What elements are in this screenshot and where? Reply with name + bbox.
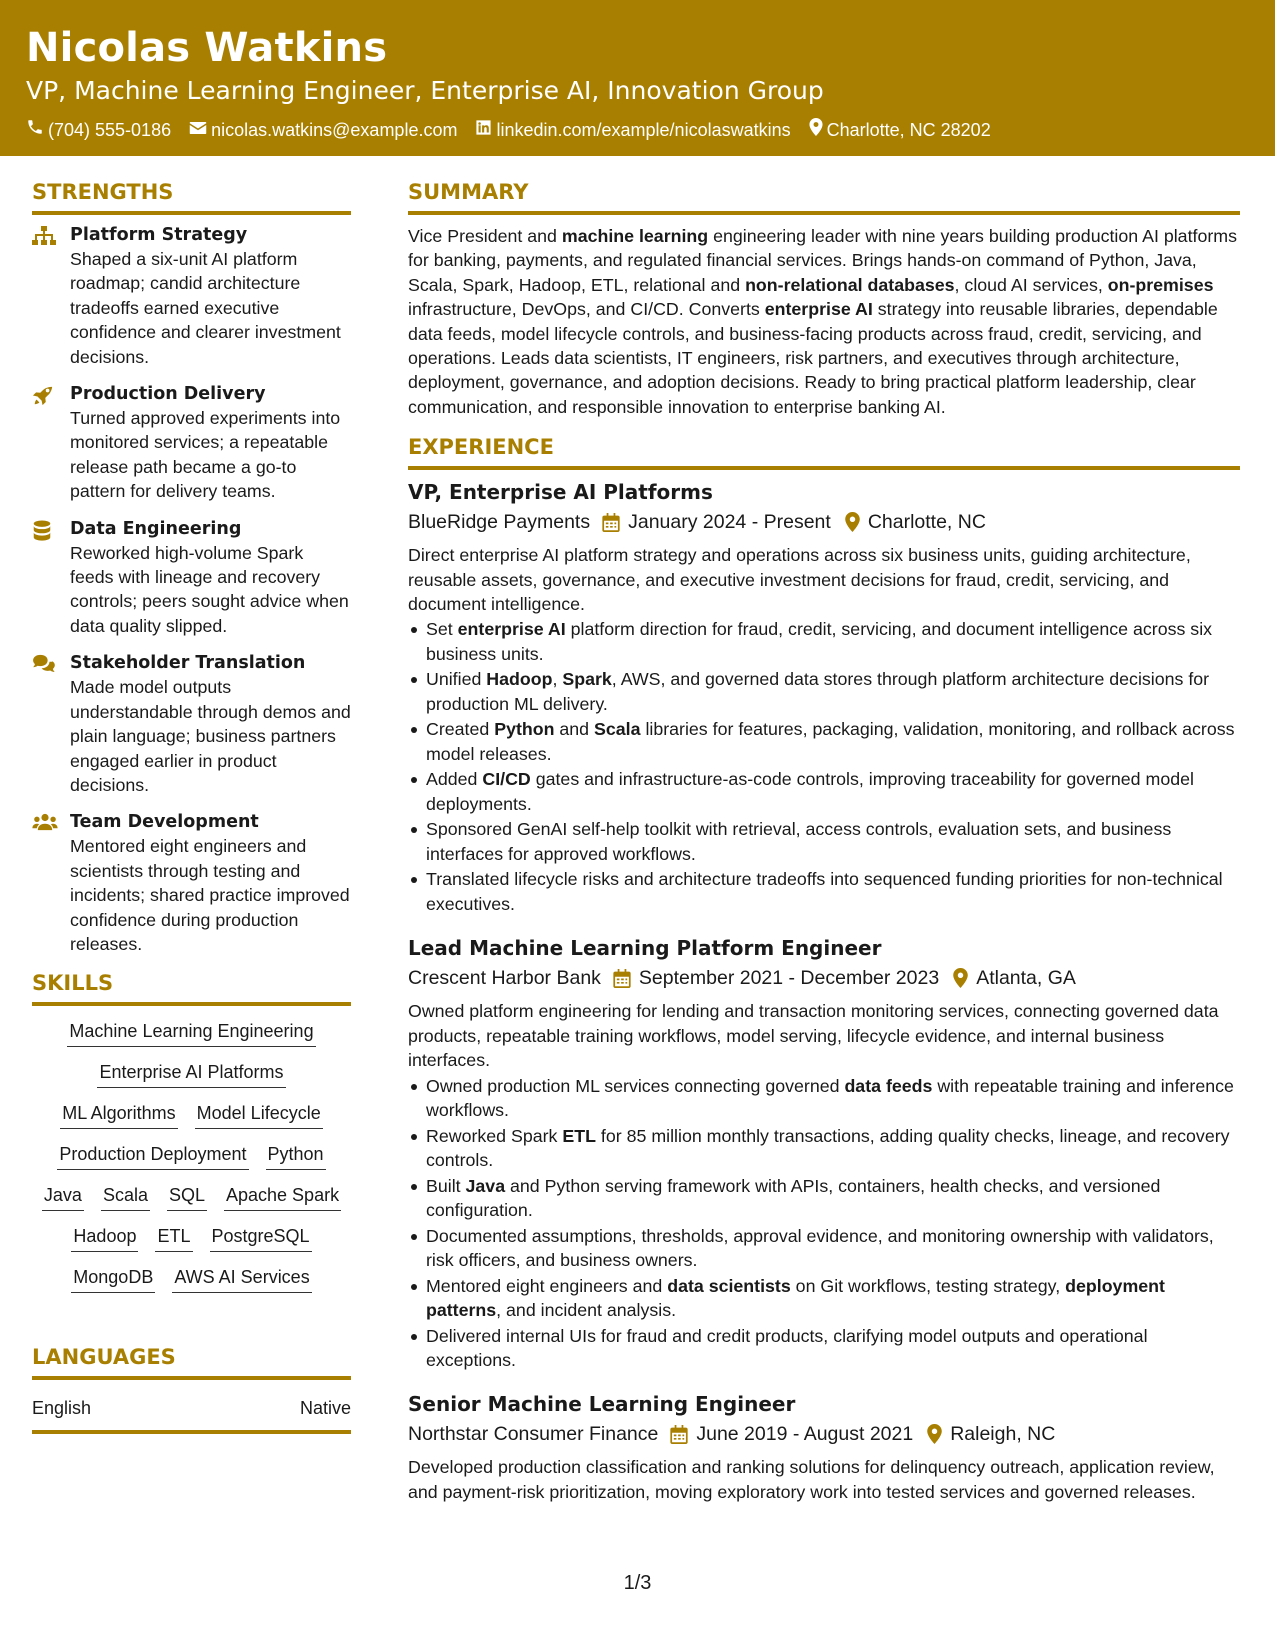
job-meta [408, 1420, 1240, 1448]
skill-tag: Apache Spark [224, 1182, 341, 1211]
calendar-icon [602, 513, 628, 532]
email-link[interactable]: nicolas.watkins@example.com [211, 120, 458, 140]
job-entry [408, 1390, 1240, 1504]
bullet-text: Reworked Spark [426, 1125, 563, 1146]
strength-item [32, 651, 351, 797]
bullet-text: , AWS, and governed data stores through platform architecture decisions for production ML delivery. [426, 669, 1210, 714]
strengths-heading: STRENGTHS [32, 178, 351, 215]
calendar-icon [613, 969, 639, 988]
bullet-item [408, 1324, 1240, 1373]
skill-tag: ETL [155, 1223, 192, 1252]
contact-linkedin [475, 118, 790, 142]
job-location: Atlanta, GA [976, 967, 1076, 990]
candidate-name: Nicolas Watkins [26, 25, 388, 71]
bullet-emphasis: Spark [562, 669, 612, 690]
contact-bar [26, 118, 1249, 142]
strength-text: Made model outputs understandable through demos and plain language; business partners engaged earlier in product decisions. [70, 677, 351, 795]
skill-tag: Model Lifecycle [195, 1100, 323, 1129]
strength-title: Production Delivery [70, 384, 266, 405]
skill-tag: Scala [101, 1182, 150, 1211]
map-pin-icon [809, 118, 827, 142]
skill-tag: Hadoop [71, 1223, 138, 1252]
language-name: English [32, 1398, 92, 1419]
phone-icon [26, 118, 48, 142]
bullet-emphasis: deployment patterns [426, 1275, 1165, 1320]
bullet-text: with repeatable training and inference workflows. [426, 1075, 1234, 1120]
bullet-item [408, 717, 1240, 766]
job-company: BlueRidge Payments [408, 511, 591, 534]
job-description: Developed production classification and ranking solutions for delinquency outreach, application review, and payment-risk prioritization, moving exploratory work into tested services and governed releases. [408, 1457, 1215, 1502]
skill-tag: PostgreSQL [210, 1223, 312, 1252]
summary-text: engineering leader with nine years building production AI platforms for banking, payments, and regulated financial services. Brings hands-on command of Python, Java, Scala, Spark, Hadoop, ETL, relational and [408, 226, 1237, 295]
bullet-text: for 85 million monthly transactions, adding quality checks, lineage, and recovery controls. [426, 1125, 1230, 1170]
job-dates: June 2019 - August 2021 [696, 1423, 914, 1446]
bullet-text: Documented assumptions, thresholds, approval evidence, and monitoring ownership with validators, risk officers, and business owners. [426, 1225, 1214, 1270]
job-entry [408, 478, 1240, 916]
job-bullets [408, 617, 1240, 916]
languages-heading: LANGUAGES [32, 1343, 351, 1380]
right-column [408, 178, 1240, 1504]
database-icon [32, 517, 70, 639]
bullet-emphasis: Hadoop [486, 669, 553, 690]
job-title: Lead Machine Learning Platform Engineer [408, 936, 882, 961]
bullet-item [408, 1074, 1240, 1123]
bullet-item [408, 767, 1240, 816]
page-number: 1/3 [623, 1572, 652, 1594]
skill-tag: AWS AI Services [172, 1264, 311, 1293]
job-description: Direct enterprise AI platform strategy and operations across six business units, guiding architecture, reusable assets, governance, and executive investment decisions for fraud, credit, servicing, and document intelligence. [408, 545, 1191, 615]
skill-tag: Enterprise AI Platforms [97, 1059, 285, 1088]
job-description: Owned platform engineering for lending and transaction monitoring services, connecting governed data products, repeatable training workflows, model serving, lifecycle evidence, and internal business interfaces. [408, 1001, 1219, 1071]
bullet-item [408, 817, 1240, 866]
bullet-item [408, 1124, 1240, 1173]
bullet-text: gates and infrastructure-as-code controls, improving traceability for governed model deployments. [426, 769, 1194, 814]
contact-location [809, 118, 991, 142]
bullet-text: Set [426, 619, 458, 640]
left-column [32, 178, 351, 1434]
job-company: Crescent Harbor Bank [408, 967, 601, 990]
bullet-item [408, 667, 1240, 716]
resume-header [0, 0, 1275, 156]
bullet-text: Mentored eight engineers and [426, 1275, 668, 1296]
sitemap-icon [32, 223, 70, 369]
experience-heading: EXPERIENCE [408, 433, 1240, 470]
experience-list [408, 478, 1240, 1504]
job-company: Northstar Consumer Finance [408, 1423, 659, 1446]
skills-heading: SKILLS [32, 969, 351, 1006]
bullet-text: on Git workflows, testing strategy, [790, 1275, 1066, 1296]
strength-title: Team Development [70, 812, 259, 833]
strength-item [32, 223, 351, 369]
summary-text: infrastructure, DevOps, and CI/CD. Converts [408, 299, 765, 320]
phone-text[interactable]: (704) 555-0186 [48, 120, 172, 140]
bullet-item [408, 617, 1240, 666]
strength-title: Stakeholder Translation [70, 653, 306, 674]
skill-tag: Machine Learning Engineering [67, 1018, 315, 1047]
bullet-emphasis: data feeds [844, 1075, 933, 1096]
bullet-emphasis: Python [494, 719, 555, 740]
summary-text: , cloud AI services, [954, 274, 1108, 295]
bullet-text: Owned production ML services connecting governed [426, 1075, 845, 1096]
bullet-text: Built [426, 1175, 466, 1196]
job-meta [408, 508, 1240, 536]
strength-item [32, 517, 351, 639]
bullet-text: and Python serving framework with APIs, containers, health checks, and versioned configuration. [426, 1175, 1161, 1220]
summary-emphasis: on-premises [1107, 274, 1214, 295]
strength-item [32, 810, 351, 956]
job-bullets [408, 1074, 1240, 1373]
users-icon [32, 810, 70, 956]
job-title: VP, Enterprise AI Platforms [408, 480, 713, 505]
chat-bubbles-icon [32, 651, 70, 797]
bullet-item [408, 1274, 1240, 1323]
candidate-title: VP, Machine Learning Engineer, Enterprise AI, Innovation Group [26, 76, 824, 105]
skill-tag: ML Algorithms [60, 1100, 177, 1129]
skill-tag: SQL [167, 1182, 207, 1211]
map-pin-icon [927, 1424, 950, 1444]
bullet-item [408, 867, 1240, 916]
bullet-emphasis: enterprise AI [457, 619, 566, 640]
summary-emphasis: machine learning [561, 226, 709, 246]
strength-item [32, 382, 351, 504]
skill-tag: MongoDB [71, 1264, 155, 1293]
bullet-text: Sponsored GenAI self-help toolkit with retrieval, access controls, evaluation sets, and business interfaces for approved workflows. [426, 819, 1172, 864]
strength-text: Shaped a six-unit AI platform roadmap; candid architecture tradeoffs earned executive confidence and clearer investment decisions. [70, 249, 341, 367]
map-pin-icon [953, 968, 976, 988]
job-location: Charlotte, NC [867, 511, 986, 534]
language-row [32, 1396, 351, 1434]
bullet-emphasis: CI/CD [482, 769, 531, 790]
strength-title: Platform Strategy [70, 225, 248, 245]
job-meta [408, 964, 1240, 992]
contact-email [189, 118, 457, 142]
location-text: Charlotte, NC 28202 [826, 120, 991, 140]
strength-text: Turned approved experiments into monitored services; a repeatable release path became a go-to pattern for delivery teams. [70, 408, 341, 502]
bullet-text: platform direction for fraud, credit, servicing, and document intelligence across six business units. [426, 619, 1213, 664]
strength-title: Data Engineering [70, 518, 242, 539]
skill-tag: Production Deployment [57, 1141, 248, 1170]
contact-phone [26, 118, 171, 142]
language-level: Native [299, 1398, 351, 1419]
skill-tag: Python [266, 1141, 326, 1170]
bullet-emphasis: ETL [562, 1125, 596, 1146]
job-title: Senior Machine Learning Engineer [408, 1392, 796, 1417]
summary-text: strategy into reusable libraries, dependable data feeds, model lifecycle controls, and business-facing products across fraud, credit, servicing, and operations. Leads data scientists, IT engineers, risk partners, and executives through architecture, deployment, governance, and adoption decisions. Ready to bring practical platform leadership, clear communication, and responsible innovation to enterprise banking AI. [408, 299, 1218, 417]
bullet-emphasis: Scala [594, 719, 641, 740]
bullet-emphasis: Java [465, 1175, 506, 1196]
bullet-text: and [554, 719, 595, 740]
skills-list [32, 1018, 351, 1293]
bullet-text: Delivered internal UIs for fraud and credit products, clarifying model outputs and operational exceptions. [426, 1325, 1148, 1370]
linkedin-link[interactable]: linkedin.com/example/nicolaswatkins [496, 120, 791, 140]
summary-text [408, 224, 1240, 419]
job-entry [408, 934, 1240, 1372]
bullet-item [408, 1174, 1240, 1223]
summary-text: Vice President and [408, 226, 562, 246]
bullet-text: , [552, 669, 563, 690]
envelope-icon [189, 118, 211, 142]
strength-text: Mentored eight engineers and scientists through testing and incidents; shared practice improved confidence during production releases. [70, 836, 350, 954]
bullet-text: Translated lifecycle risks and architecture tradeoffs into sequenced funding priorities for non-technical executives. [426, 869, 1223, 914]
calendar-icon [670, 1425, 696, 1444]
linkedin-icon [475, 118, 496, 142]
job-dates: September 2021 - December 2023 [638, 967, 940, 990]
strengths-list [32, 223, 351, 956]
strength-text: Reworked high-volume Spark feeds with lineage and recovery controls; peers sought advice when data quality slipped. [70, 542, 349, 636]
skill-tag: Java [42, 1182, 84, 1211]
bullet-emphasis: data scientists [667, 1275, 791, 1296]
map-pin-icon [845, 512, 868, 532]
bullet-text: libraries for features, packaging, validation, monitoring, and rollback across model releases. [426, 719, 1235, 764]
job-dates: January 2024 - Present [628, 511, 831, 534]
bullet-text: , and incident analysis. [496, 1299, 677, 1320]
rocket-icon [32, 382, 70, 504]
bullet-text: Unified [426, 669, 487, 690]
bullet-text: Created [426, 719, 495, 740]
bullet-item [408, 1224, 1240, 1273]
summary-emphasis: enterprise AI [764, 299, 873, 320]
bullet-text: Added [426, 769, 483, 790]
summary-heading: SUMMARY [408, 178, 1240, 215]
summary-emphasis: non-relational databases [745, 274, 955, 295]
job-location: Raleigh, NC [950, 1423, 1056, 1446]
